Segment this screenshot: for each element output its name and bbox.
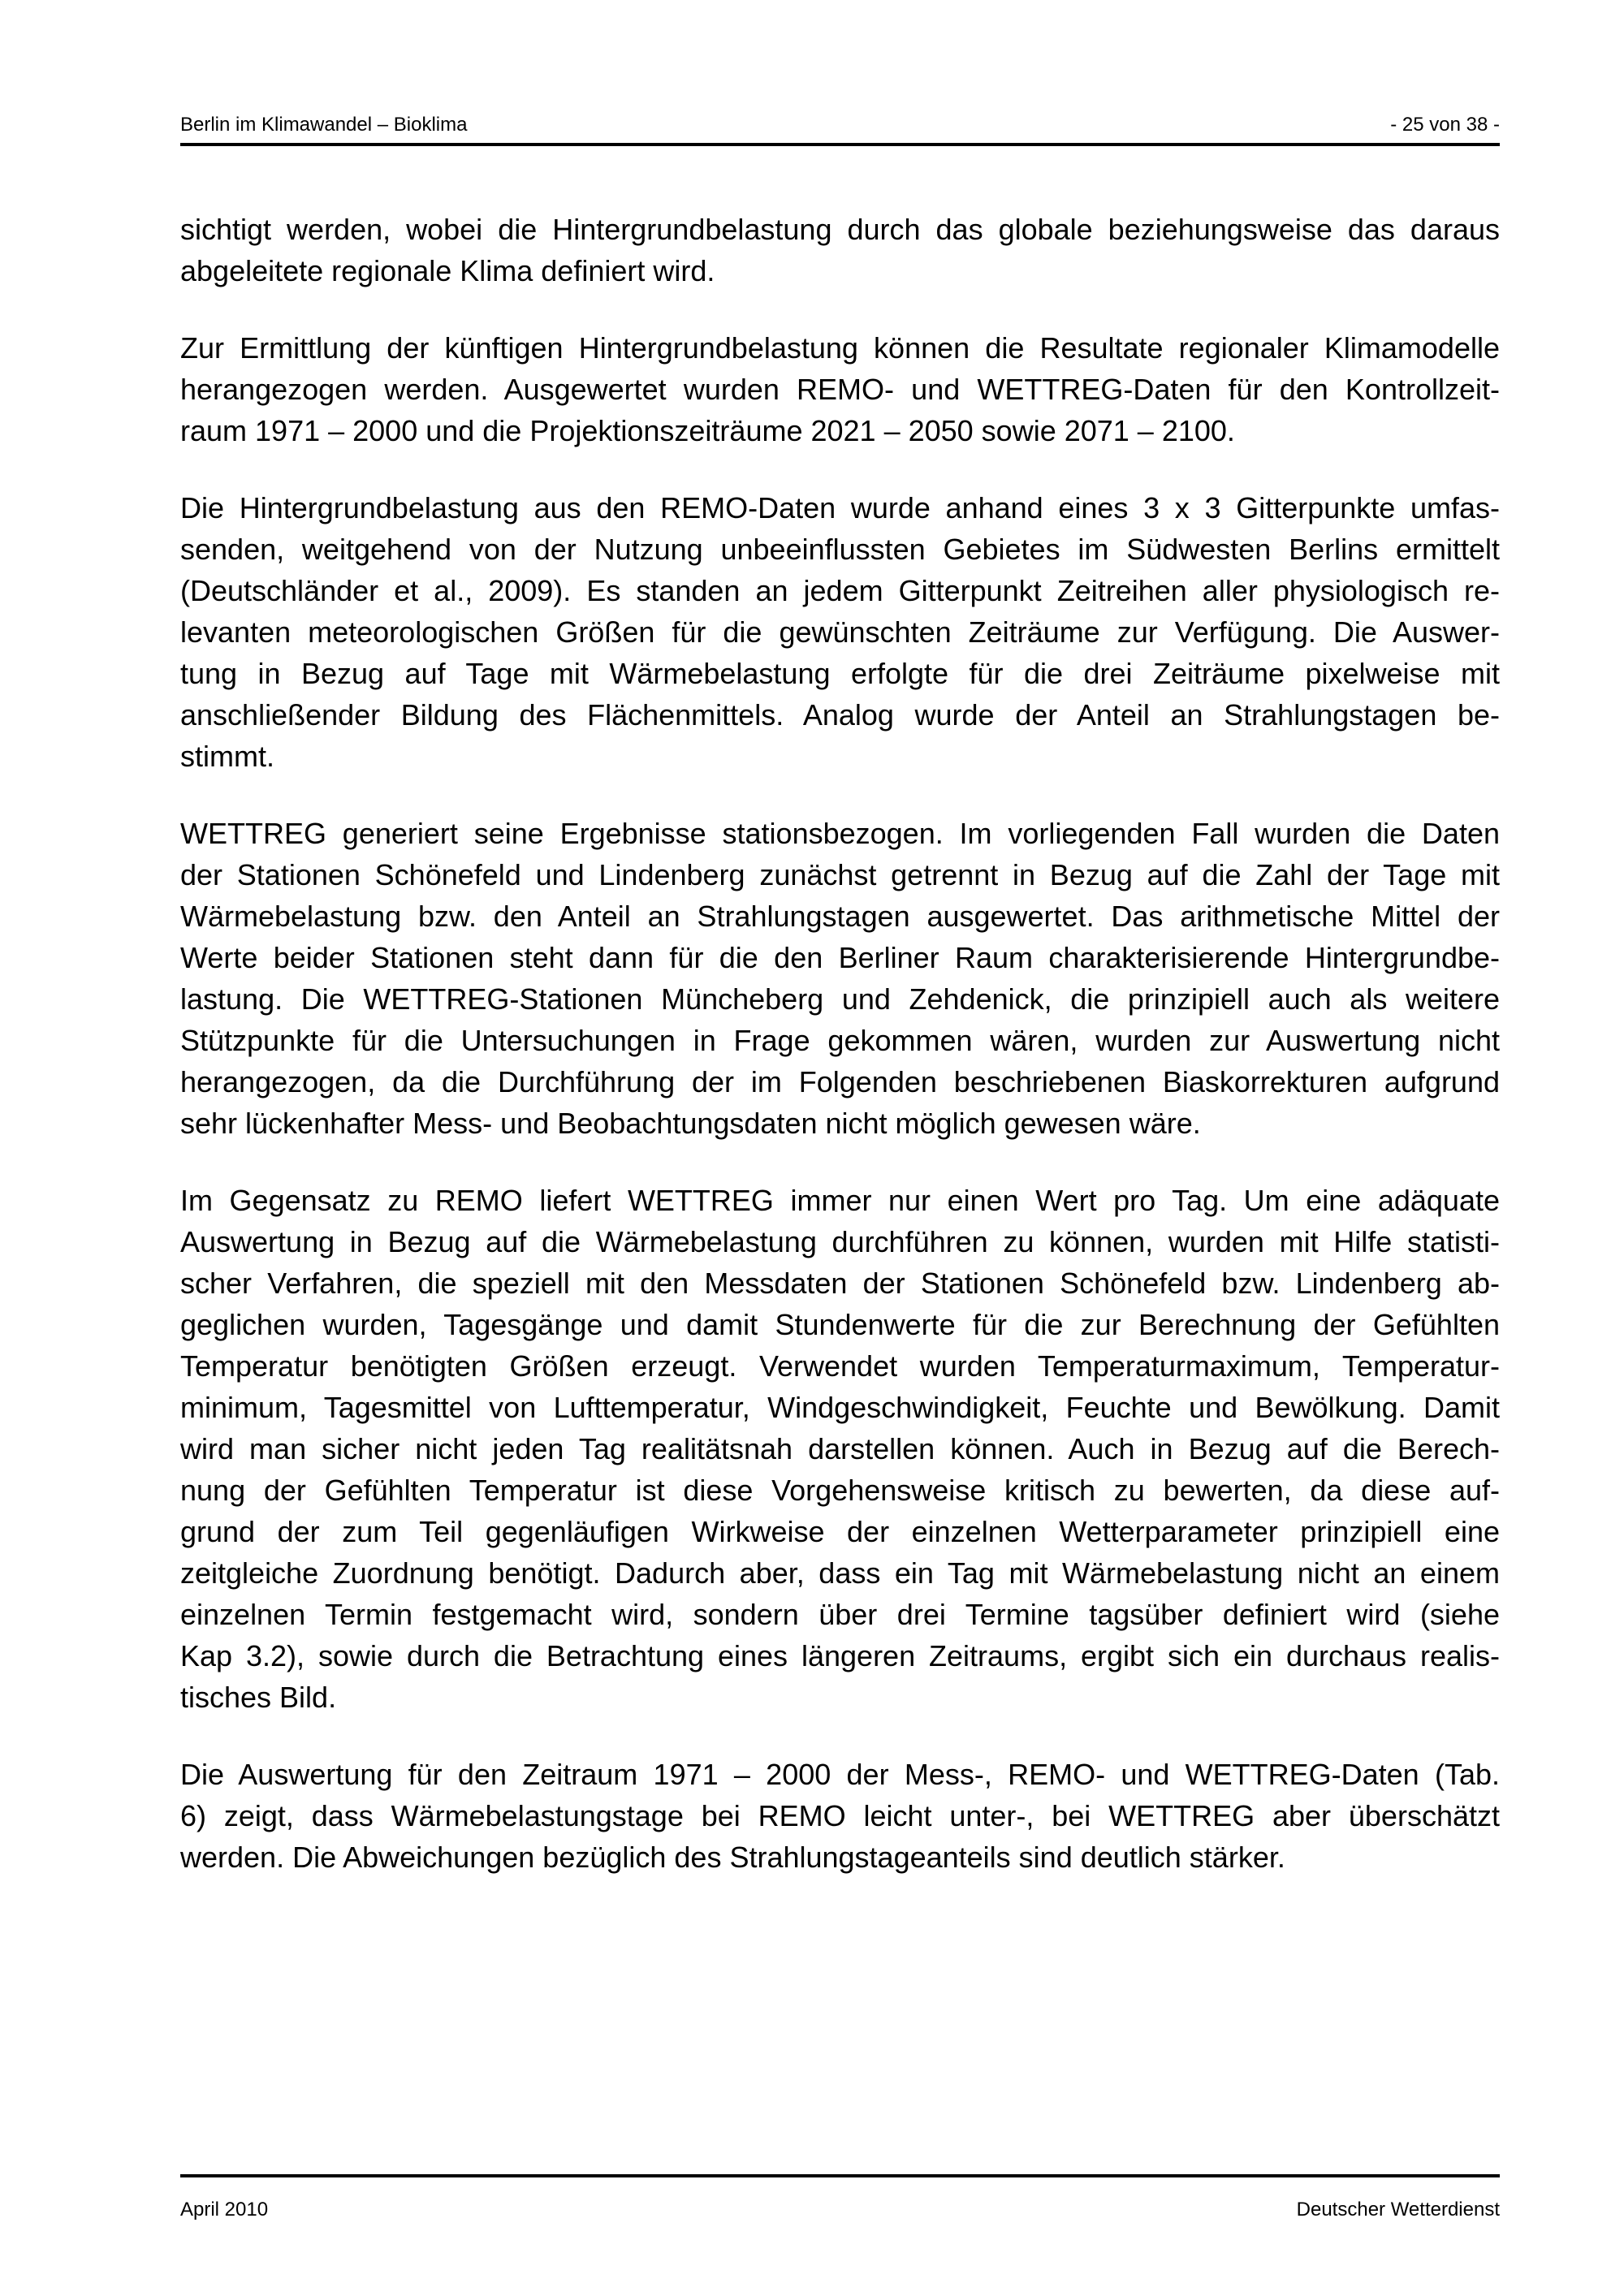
text-line: Temperatur benötigten Größen erzeugt. Verwendet wurden Temperaturmaximum, Temperatur- — [180, 1349, 1500, 1383]
text-line: raum 1971 – 2000 und die Projektionszeiträume 2021 – 2050 sowie 2071 – 2100. — [180, 414, 1235, 447]
paragraph — [180, 327, 1500, 451]
document-body — [180, 209, 1500, 1914]
text-line: levanten meteorologischen Größen für die gewünschten Zeiträume zur Verfügung. Die Auswer- — [180, 615, 1500, 649]
text-line: Im Gegensatz zu REMO liefert WETTREG immer nur einen Wert pro Tag. Um eine adäquate — [180, 1184, 1500, 1217]
text-line: Werte beider Stationen steht dann für die den Berliner Raum charakterisierende Hintergrundbe- — [180, 941, 1500, 974]
footer-date: April 2010 — [180, 2199, 269, 2220]
text-line: Stützpunkte für die Untersuchungen in Frage gekommen wären, wurden zur Auswertung nicht — [180, 1024, 1500, 1057]
text-line: scher Verfahren, die speziell mit den Messdaten der Stationen Schönefeld bzw. Lindenberg ab- — [180, 1267, 1500, 1300]
text-line: Die Hintergrundbelastung aus den REMO-Daten wurde anhand eines 3 x 3 Gitterpunkte umfas- — [180, 491, 1500, 524]
text-line: tisches Bild. — [180, 1681, 337, 1714]
paragraph — [180, 1180, 1500, 1718]
text-line: geglichen wurden, Tagesgänge und damit Stundenwerte für die zur Berechnung der Gefühlten — [180, 1308, 1500, 1341]
paragraph — [180, 209, 1500, 291]
text-line: Kap 3.2), sowie durch die Betrachtung eines längeren Zeitraums, ergibt sich ein durchaus realis- — [180, 1639, 1500, 1672]
paragraph — [180, 487, 1500, 777]
text-line: Wärmebelastung bzw. den Anteil an Strahlungstagen ausgewertet. Das arithmetische Mittel der — [180, 900, 1500, 933]
text-line: 6) zeigt, dass Wärmebelastungstage bei REMO leicht unter-, bei WETTREG aber überschätzt — [180, 1799, 1500, 1832]
text-line: WETTREG generiert seine Ergebnisse stationsbezogen. Im vorliegenden Fall wurden die Daten — [180, 817, 1500, 850]
text-line: anschließender Bildung des Flächenmittels. Analog wurde der Anteil an Strahlungstagen be- — [180, 698, 1500, 732]
text-line: werden. Die Abweichungen bezüglich des Strahlungstageanteils sind deutlich stärker. — [180, 1841, 1285, 1874]
text-line: wird man sicher nicht jeden Tag realitätsnah darstellen können. Auch in Bezug auf die Berech- — [180, 1432, 1500, 1465]
paragraph — [180, 813, 1500, 1144]
text-line: lastung. Die WETTREG-Stationen Müncheberg und Zehdenick, die prinzipiell auch als weitere — [180, 982, 1500, 1016]
page-number: - 25 von 38 - — [1390, 114, 1500, 136]
header-title: Berlin im Klimawandel – Bioklima — [180, 114, 468, 136]
text-line: nung der Gefühlten Temperatur ist diese Vorgehensweise kritisch zu bewerten, da diese auf- — [180, 1474, 1500, 1507]
text-line: tung in Bezug auf Tage mit Wärmebelastung erfolgte für die drei Zeiträume pixelweise mit — [180, 657, 1500, 690]
text-line: sehr lückenhafter Mess- und Beobachtungsdaten nicht möglich gewesen wäre. — [180, 1107, 1201, 1140]
text-line: zeitgleiche Zuordnung benötigt. Dadurch aber, dass ein Tag mit Wärmebelastung nicht an einem — [180, 1556, 1500, 1590]
text-line: grund der zum Teil gegenläufigen Wirkweise der einzelnen Wetterparameter prinzipiell eine — [180, 1515, 1500, 1548]
text-line: der Stationen Schönefeld und Lindenberg zunächst getrennt in Bezug auf die Zahl der Tage mit — [180, 858, 1500, 891]
text-line: herangezogen werden. Ausgewertet wurden REMO- und WETTREG-Daten für den Kontrollzeit- — [180, 373, 1500, 406]
text-line: Auswertung in Bezug auf die Wärmebelastung durchführen zu können, wurden mit Hilfe statisti- — [180, 1225, 1500, 1258]
text-line: herangezogen, da die Durchführung der im Folgenden beschriebenen Biaskorrekturen aufgrund — [180, 1065, 1500, 1098]
text-line: einzelnen Termin festgemacht wird, sondern über drei Termine tagsüber definiert wird (siehe — [180, 1598, 1500, 1631]
text-line: sichtigt werden, wobei die Hintergrundbelastung durch das globale beziehungsweise das daraus — [180, 213, 1500, 246]
page-header — [180, 112, 1500, 146]
text-line: (Deutschländer et al., 2009). Es standen an jedem Gitterpunkt Zeitreihen aller physiologisch re- — [180, 574, 1500, 607]
text-line: Die Auswertung für den Zeitraum 1971 – 2000 der Mess-, REMO- und WETTREG-Daten (Tab. — [180, 1758, 1500, 1791]
text-line: stimmt. — [180, 740, 274, 773]
footer-publisher: Deutscher Wetterdienst — [1296, 2199, 1500, 2220]
text-line: abgeleitete regionale Klima definiert wird. — [180, 254, 715, 287]
page-footer — [180, 2174, 1500, 2220]
text-line: minimum, Tagesmittel von Lufttemperatur, Windgeschwindigkeit, Feuchte und Bewölkung. Damit — [180, 1391, 1500, 1424]
text-line: senden, weitgehend von der Nutzung unbeeinflussten Gebietes im Südwesten Berlins ermittelt — [180, 533, 1500, 566]
paragraph — [180, 1754, 1500, 1878]
text-line: Zur Ermittlung der künftigen Hintergrundbelastung können die Resultate regionaler Klimamodelle — [180, 331, 1500, 365]
